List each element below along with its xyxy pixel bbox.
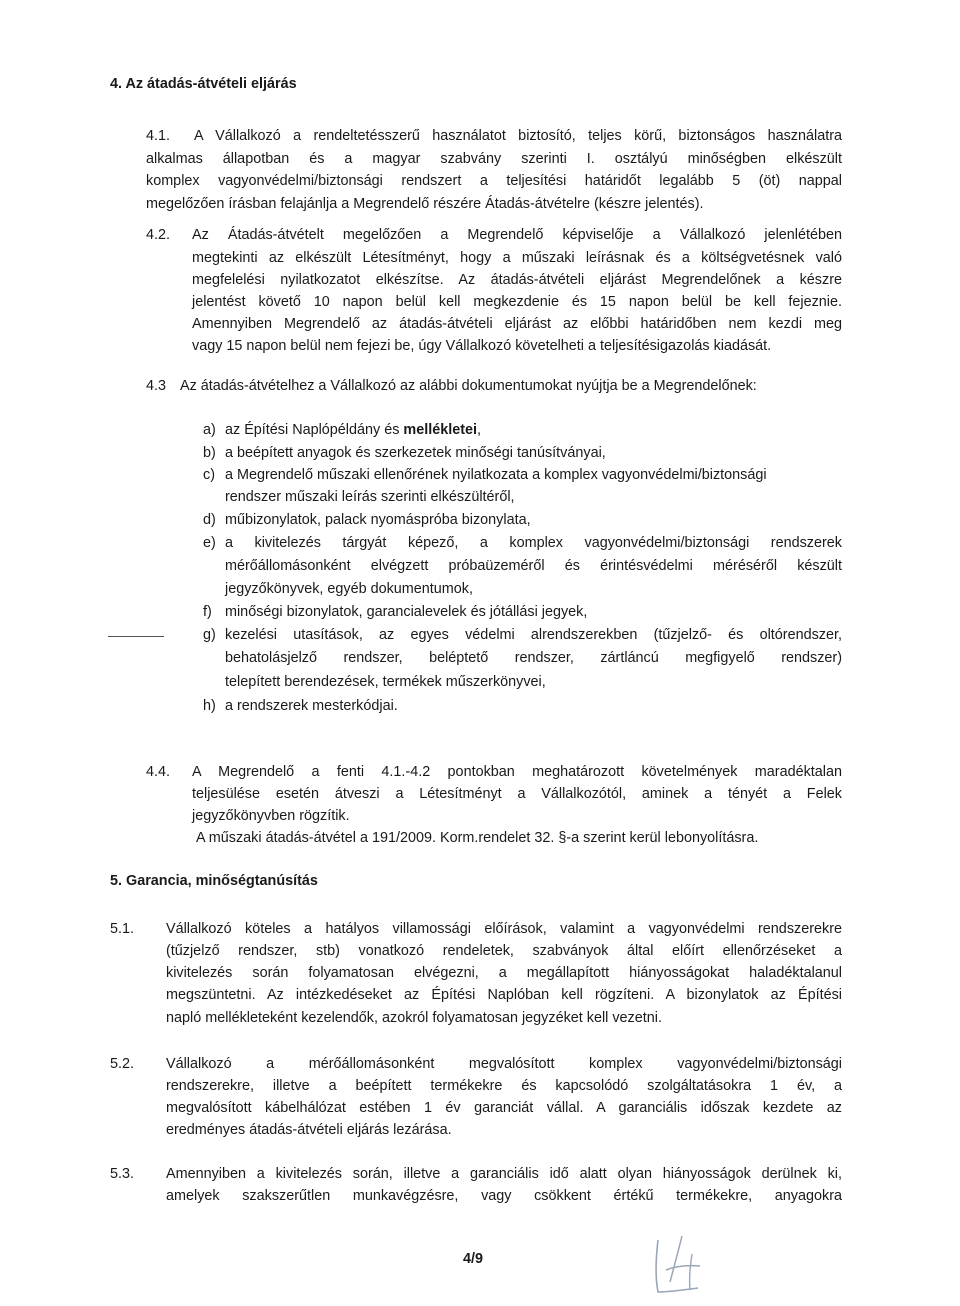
list-item-label: a) [203, 422, 216, 438]
list-item-text: a beépített anyagok és szerkezetek minőségi tanúsítványai, [225, 445, 606, 461]
list-item-text: az Építési Naplópéldány és mellékletei, [225, 422, 482, 438]
list-item-text: behatolásjelző rendszer, beléptető rendszer, zártláncú megfigyelő rendszer) [225, 650, 842, 666]
clause-4-2-line: megtekinti az elkészült Létesítményt, hogy a műszaki leírásnak és a költségvetésnek való [192, 250, 842, 266]
list-item-label: h) [203, 698, 216, 714]
list-item-text: jegyzőkönyvek, egyéb dokumentumok, [225, 581, 473, 597]
list-item-text: műbizonylatok, palack nyomáspróba bizonylata, [225, 512, 531, 528]
bold-emphasis: mellékletei [403, 422, 478, 438]
section-4-heading: 4. Az átadás-átvételi eljárás [110, 76, 297, 92]
clause-5-3-line: amelyek szakszerűtlen munkavégzésre, vagy csökkent értékű termékekre, anyagokra [166, 1188, 842, 1204]
clause-4-1-line: megelőzően írásban felajánlja a Megrendelő részére Átadás-átvételre (készre jelentés). [146, 196, 704, 212]
clause-5-2-line: Vállalkozó a mérőállomásonként megvalósított komplex vagyonvédelmi/biztonsági [166, 1056, 842, 1072]
clause-4-4-line: teljesülése esetén átveszi a Létesítményt a Vállalkozótól, aminek a tényét a Felek [192, 786, 842, 802]
clause-4-3-intro: Az átadás-átvételhez a Vállalkozó az alábbi dokumentumokat nyújtja be a Megrendelőnek: [180, 378, 757, 394]
clause-4-2-line: Amennyiben Megrendelő az átadás-átvételi eljárást az előbbi határidőben nem kezdi meg [192, 316, 842, 332]
clause-5-2-line: eredményes átadás-átvételi eljárás lezárása. [166, 1122, 452, 1138]
clause-5-1-line: (tűzjelző rendszer, stb) vonatkozó rendeletek, szabványok által előírt ellenőrzéseket a [166, 943, 842, 959]
clause-4-1-line: alkalmas állapotban és a magyar szabvány szerinti I. osztályú minőségben elkészült [146, 151, 842, 167]
list-item-text: a Megrendelő műszaki ellenőrének nyilatkozata a komplex vagyonvédelmi/biztonsági [225, 467, 767, 483]
list-item-label: d) [203, 512, 216, 528]
clause-5-2-line: rendszerekre, illetve a beépített termékekre és kapcsolódó szolgáltatásokra 1 év, a [166, 1078, 842, 1094]
margin-mark [108, 636, 164, 637]
clause-5-1-line: kivitelezés során folyamatosan elvégezni, a megállapított hiányosságokat haladéktalanul [166, 965, 842, 981]
list-item-label: b) [203, 445, 216, 461]
list-item-label: e) [203, 535, 216, 551]
list-item-label: g) [203, 627, 216, 643]
clause-5-3-line: Amennyiben a kivitelezés során, illetve a garanciális idő alatt olyan hiányosságok derülnek ki, [166, 1166, 842, 1182]
list-item-label: c) [203, 467, 215, 483]
list-item-text: telepített berendezések, termékek műszerkönyvei, [225, 674, 546, 690]
clause-4-2-line: vagy 15 napon belül nem fejezi be, úgy Vállalkozó követelheti a teljesítésigazolás kiadását. [192, 338, 772, 354]
clause-4-4-line: A Megrendelő a fenti 4.1.-4.2 pontokban meghatározott követelmények maradéktalan [192, 764, 842, 780]
list-item-text: minőségi bizonylatok, garancialevelek és jótállási jegyek, [225, 604, 588, 620]
clause-4-1-line: A Vállalkozó a rendeltetésszerű használatot biztosító, teljes körű, biztonságos használatra [194, 128, 842, 144]
clause-5-1-number: 5.1. [110, 921, 135, 937]
section-5-heading: 5. Garancia, minőségtanúsítás [110, 873, 318, 889]
clause-4-1-line: komplex vagyonvédelmi/biztonsági rendszert a teljesítési határidőt legalább 5 (öt) nappal [146, 173, 842, 189]
clause-4-2-line: Az Átadás-átvételt megelőzően a Megrendelő képviselője a Vállalkozó jelenlétében [192, 227, 842, 243]
page-number: 4/9 [463, 1251, 484, 1267]
clause-4-2-line: jelentést követő 10 napon belül kell megkezdenie és 15 napon belül be kell fejeznie. [192, 294, 842, 310]
clause-4-2-line: megfelelési nyilatkozatot elkészítse. Az átadás-átvételi eljárást Megrendelőnek a készre [192, 272, 842, 288]
clause-5-3-number: 5.3. [110, 1166, 135, 1182]
list-item-text: kezelési utasítások, az egyes védelmi alrendszerekben (tűzjelző- és oltórendszer, [225, 627, 842, 643]
list-item-text: rendszer műszaki leírás szerinti elkészültéről, [225, 489, 515, 505]
clause-4-1-number: 4.1. [146, 128, 171, 144]
list-item-text: a kivitelezés tárgyát képező, a komplex vagyonvédelmi/biztonsági rendszerek [225, 535, 842, 551]
clause-5-2-number: 5.2. [110, 1056, 135, 1072]
clause-4-4-number: 4.4. [146, 764, 171, 780]
clause-4-4-line: jegyzőkönyvben rögzítik. [192, 808, 350, 824]
clause-4-2-number: 4.2. [146, 227, 171, 243]
list-item-label: f) [203, 604, 212, 620]
list-item-text: mérőállomásonként elvégzett próbaüzeméről és érintésvédelmi méréséről készült [225, 558, 842, 574]
clause-5-1-line: Vállalkozó köteles a hatályos villamossági előírások, valamint a vagyonvédelmi rendszerekre [166, 921, 842, 937]
clause-5-2-line: megvalósított kábelhálózat estében 1 év garanciát vállal. A garanciális időszak kezdete az [166, 1100, 842, 1116]
clause-5-1-line: megszüntetni. Az intézkedéseket az Építési Naplóban kell rögzíteni. A bizonylatok az Építési [166, 987, 842, 1003]
list-item-text: a rendszerek mesterkódjai. [225, 698, 398, 714]
handwritten-initials [648, 1232, 708, 1298]
clause-4-4-line: A műszaki átadás-átvétel a 191/2009. Korm.rendelet 32. §-a szerint kerül lebonyolításra. [196, 830, 759, 846]
clause-5-1-line: napló mellékleteként kezelendők, azokról folyamatosan jegyzéket kell vezetni. [166, 1010, 662, 1026]
clause-4-3-number: 4.3 [146, 378, 167, 394]
